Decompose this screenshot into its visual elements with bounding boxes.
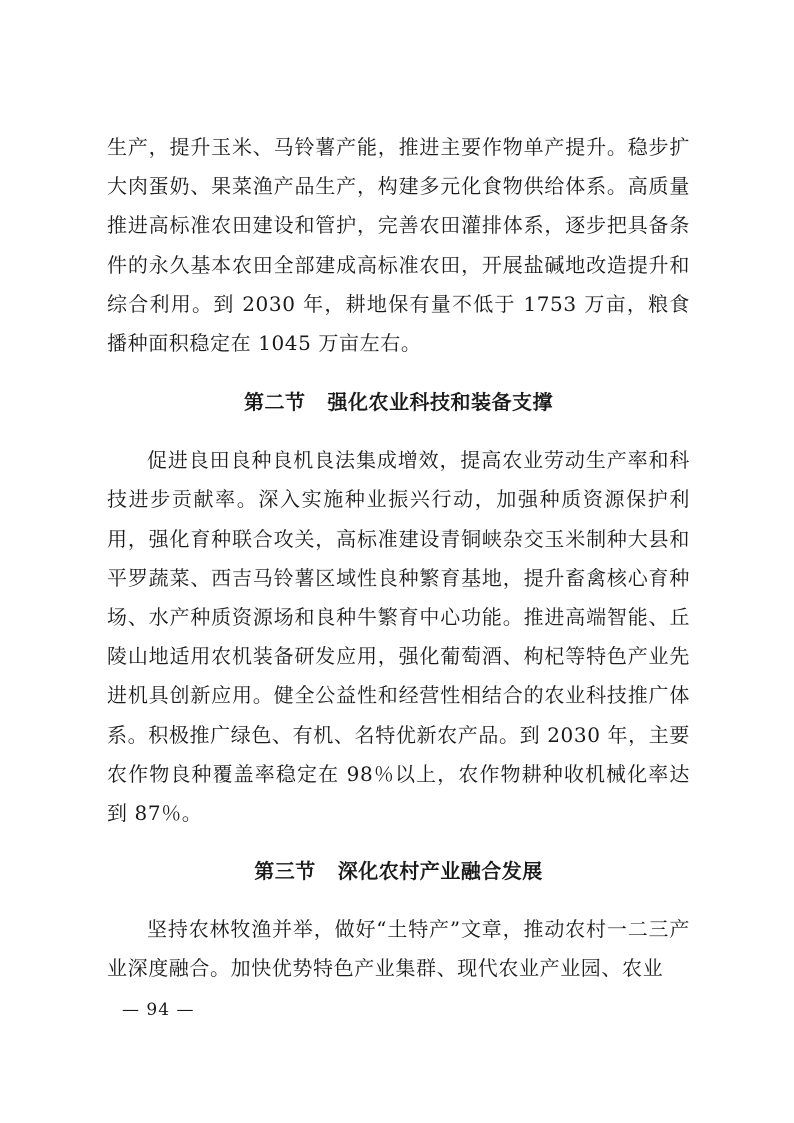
paragraph-grain-production: 生产，提升玉米、马铃薯产能，推进主要作物单产提升。稳步扩大肉蛋奶、果菜渔产品生产，构建多元化食物供给体系。高质量推进高标准农田建设和管护，完善农田灌排体系，逐步把具备条件的永久基本农田全部建成高标准农田，开展盐碱地改造提升和综合利用。到 2030 年，耕地保有量不低于 1753 万亩，粮食播种面积稳定在 1045 万亩左右。 [107, 135, 690, 356]
document-body [107, 128, 690, 989]
section-number: 第二节 [244, 390, 306, 415]
section-title: 强化农业科技和装备支撑 [327, 390, 553, 415]
section-title: 深化农村产业融合发展 [337, 859, 543, 884]
section-number: 第三节 [254, 859, 316, 884]
page-number: — 94 — [122, 1000, 195, 1020]
section-heading-3 [107, 852, 690, 891]
paragraph-agri-tech: 促进良田良种良机良法集成增效，提高农业劳动生产率和科技进步贡献率。深入实施种业振兴行动，加强种质资源保护利用，强化育种联合攻关，高标准建设青铜峡杂交玉米制种大县和平罗蔬菜、西吉马铃薯区域性良种繁育基地，提升畜禽核心育种场、水产种质资源场和良种牛繁育中心功能。推进高端智能、丘陵山地适用农机装备研发应用，强化葡萄酒、枸杞等特色产业先进机具创新应用。健全公益性和经营性相结合的农业科技推广体系。积极推广绿色、有机、名特优新农产品。到 2030 年，主要农作物良种覆盖率稳定在 98％以上，农作物耕种收机械化率达到 87％。 [107, 448, 690, 826]
section-heading-2 [107, 383, 690, 422]
paragraph-industry-integration: 坚持农林牧渔并举，做好“土特产”文章，推动农村一二三产业深度融合。加快优势特色产业集群、现代农业产业园、农业 [107, 917, 690, 981]
